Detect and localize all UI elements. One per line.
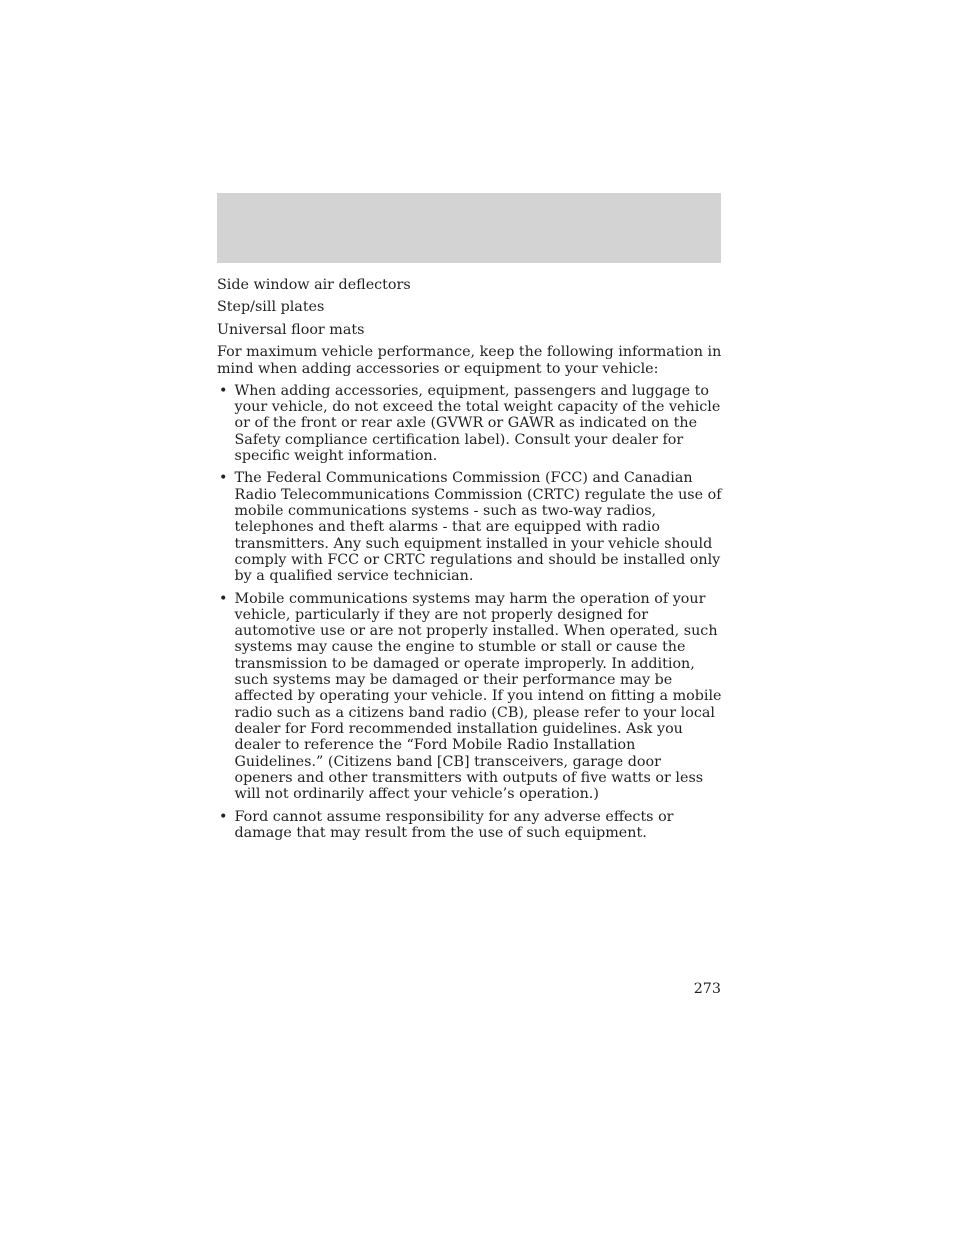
bullet-marker: • <box>219 382 228 399</box>
section-header-band <box>217 193 721 263</box>
bullet-item <box>217 470 723 584</box>
bullet-text: Mobile communications systems may harm the operation of your vehicle, particularly if they are not properly designed for automotive use or are not properly installed. When operated, such systems may cause the engine to stumble or stall or cause the transmission to be damaged or operate improperly. In addition, such systems may be damaged or their performance may be affected by operating your vehicle. If you intend on fitting a mobile radio such as a citizens band radio (CB), please refer to your local dealer for Ford recommended installation guidelines. Ask you dealer to reference the “Ford Mobile Radio Installation Guidelines.” (Citizens band [CB] transceivers, garage door openers and other transmitters with outputs of five watts or less will not ordinarily affect your vehicle’s operation.) <box>234 590 722 803</box>
bullet-marker: • <box>219 590 228 607</box>
bullet-text: When adding accessories, equipment, passengers and luggage to your vehicle, do not exceed the total weight capacity of the vehicle or of the front or rear axle (GVWR or GAWR as indicated on the Safety compliance certification label). Consult your dealer for specific weight information. <box>234 382 721 464</box>
bullet-item <box>217 591 723 803</box>
accessory-item: Side window air deflectors <box>217 277 411 293</box>
page-number: 273 <box>693 981 721 997</box>
bullet-text: The Federal Communications Commission (FCC) and Canadian Radio Telecommunications Commission (CRTC) regulate the use of mobile communications systems - such as two-way radios, telephones and theft alarms - that are equipped with radio transmitters. Any such equipment installed in your vehicle should comply with FCC or CRTC regulations and should be installed only by a qualified service technician. <box>234 470 722 585</box>
bullet-marker: • <box>219 470 228 487</box>
bullet-item <box>217 383 723 464</box>
intro-paragraph: For maximum vehicle performance, keep the following information in mind when adding accessories or equipment to your vehicle: <box>217 344 722 377</box>
accessory-item: Step/sill plates <box>217 299 325 316</box>
accessory-item: Universal floor mats <box>217 321 365 338</box>
bullet-text: Ford cannot assume responsibility for any adverse effects or damage that may result from the use of such equipment. <box>234 808 674 841</box>
bullet-list <box>217 383 723 842</box>
bullet-item <box>217 809 723 842</box>
page-content <box>217 277 723 847</box>
bullet-marker: • <box>219 808 228 825</box>
